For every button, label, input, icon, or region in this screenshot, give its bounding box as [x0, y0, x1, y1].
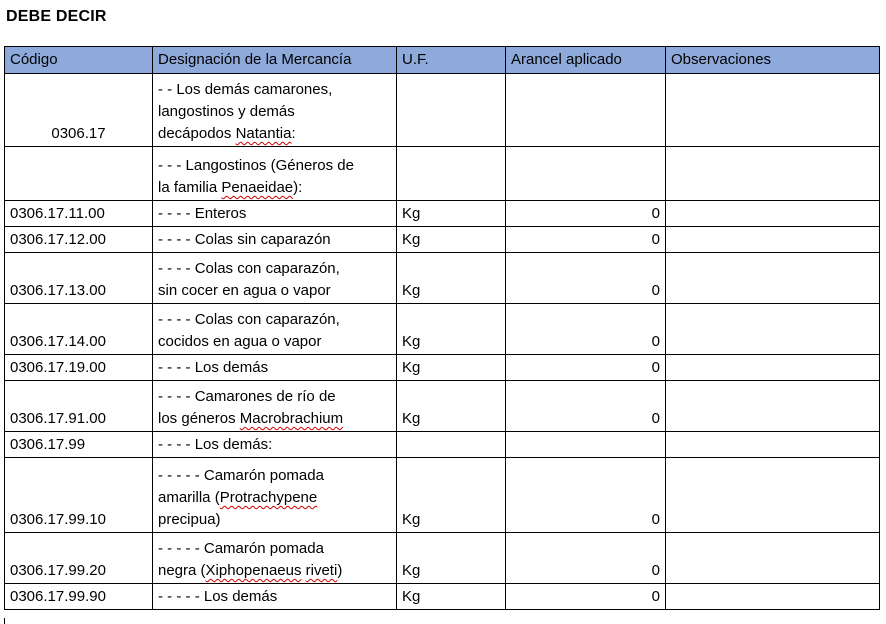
cell-designation: - - - Langostinos (Géneros de la familia Penaeidae):	[153, 147, 397, 201]
cell-notes	[666, 432, 880, 458]
cell-unit: Kg	[397, 253, 506, 304]
cell-tariff: 0	[506, 381, 666, 432]
cell-tariff	[506, 432, 666, 458]
cell-tariff: 0	[506, 458, 666, 533]
cell-unit: Kg	[397, 201, 506, 227]
cell-designation: - - - - Los demás:	[153, 432, 397, 458]
cell-notes	[666, 458, 880, 533]
cell-code: 0306.17.12.00	[5, 227, 153, 253]
cell-unit: Kg	[397, 355, 506, 381]
table-row	[5, 253, 880, 304]
cell-code: 0306.17.91.00	[5, 381, 153, 432]
cell-unit: Kg	[397, 533, 506, 584]
table-row	[5, 584, 880, 610]
cell-code: 0306.17	[5, 74, 153, 147]
cell-unit: Kg	[397, 381, 506, 432]
cell-tariff: 0	[506, 584, 666, 610]
table-row	[5, 432, 880, 458]
cell-unit	[397, 74, 506, 147]
cell-tariff: 0	[506, 227, 666, 253]
cell-unit: Kg	[397, 584, 506, 610]
cell-designation: - - - - Enteros	[153, 201, 397, 227]
cell-code: 0306.17.99.90	[5, 584, 153, 610]
cell-notes	[666, 584, 880, 610]
table-row	[5, 227, 880, 253]
cell-code: 0306.17.13.00	[5, 253, 153, 304]
cell-tariff: 0	[506, 201, 666, 227]
cell-tariff: 0	[506, 533, 666, 584]
header-tariff: Arancel aplicado	[506, 47, 666, 74]
cell-designation: - - - - Camarones de río de los géneros Macrobrachium	[153, 381, 397, 432]
cell-notes	[666, 253, 880, 304]
cell-designation: - - - - Los demás	[153, 355, 397, 381]
cell-designation: - - - - Colas con caparazón, cocidos en agua o vapor	[153, 304, 397, 355]
table-row	[5, 201, 880, 227]
cell-notes	[666, 381, 880, 432]
cell-code: 0306.17.14.00	[5, 304, 153, 355]
cell-tariff: 0	[506, 355, 666, 381]
table-header-row	[5, 47, 880, 74]
table-row	[5, 147, 880, 201]
table-row	[5, 74, 880, 147]
cell-tariff	[506, 74, 666, 147]
cell-designation: - - - - - Camarón pomada negra (Xiphopenaeus riveti)	[153, 533, 397, 584]
cell-notes	[666, 304, 880, 355]
cell-designation: - - - - - Camarón pomada amarilla (Protrachypene precipua)	[153, 458, 397, 533]
cell-notes	[666, 227, 880, 253]
table-row	[5, 304, 880, 355]
cell-designation: - - - - Colas con caparazón, sin cocer en agua o vapor	[153, 253, 397, 304]
header-designation: Designación de la Mercancía	[153, 47, 397, 74]
cell-code: 0306.17.11.00	[5, 201, 153, 227]
cell-unit	[397, 432, 506, 458]
document-heading: DEBE DECIR	[6, 8, 107, 25]
cell-code: 0306.17.99.20	[5, 533, 153, 584]
cell-notes	[666, 74, 880, 147]
table-row	[5, 458, 880, 533]
cell-notes	[666, 533, 880, 584]
cell-notes	[666, 355, 880, 381]
table-body	[5, 74, 880, 610]
cell-notes	[666, 147, 880, 201]
cell-notes	[666, 201, 880, 227]
cell-designation: - - - - - Los demás	[153, 584, 397, 610]
header-notes: Observaciones	[666, 47, 880, 74]
tariff-table	[4, 46, 880, 610]
cell-designation: - - - - Colas sin caparazón	[153, 227, 397, 253]
cell-tariff	[506, 147, 666, 201]
table-row	[5, 381, 880, 432]
cell-unit: Kg	[397, 458, 506, 533]
cell-code	[5, 147, 153, 201]
cell-code: 0306.17.99.10	[5, 458, 153, 533]
table-row	[5, 533, 880, 584]
header-code: Código	[5, 47, 153, 74]
cell-unit	[397, 147, 506, 201]
header-unit: U.F.	[397, 47, 506, 74]
cell-designation: - - Los demás camarones, langostinos y demás decápodos Natantia:	[153, 74, 397, 147]
cell-tariff: 0	[506, 304, 666, 355]
cell-unit: Kg	[397, 227, 506, 253]
cell-tariff: 0	[506, 253, 666, 304]
cell-code: 0306.17.19.00	[5, 355, 153, 381]
text-cursor	[4, 618, 5, 624]
cell-code: 0306.17.99	[5, 432, 153, 458]
table-row	[5, 355, 880, 381]
cell-unit: Kg	[397, 304, 506, 355]
